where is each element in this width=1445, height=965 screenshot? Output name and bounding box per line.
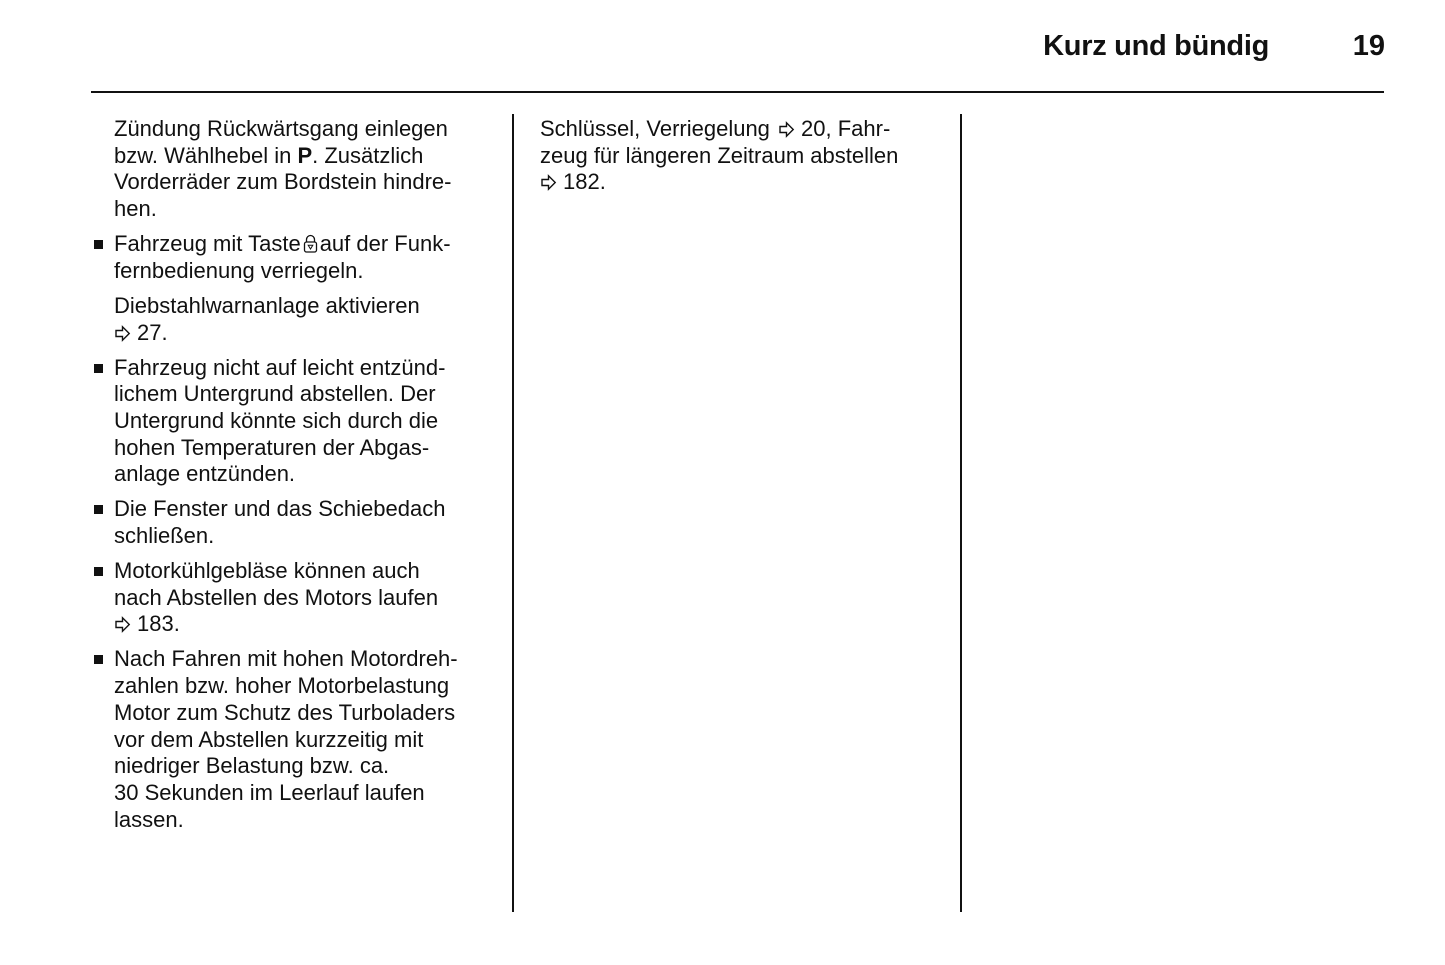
text-line: vor dem Abstellen kurzzeitig mit bbox=[114, 726, 424, 752]
text-line: hen. bbox=[114, 196, 157, 222]
page-number: 19 bbox=[1352, 30, 1385, 62]
text-fragment: auf der Funk- bbox=[319, 231, 451, 257]
list-item-windows bbox=[114, 496, 496, 549]
paragraph-key-locking bbox=[540, 116, 945, 196]
text-line bbox=[114, 231, 496, 258]
text-line: Motorkühlgebläse können auch bbox=[114, 558, 420, 584]
text-line bbox=[540, 169, 945, 196]
header-divider bbox=[91, 91, 1384, 93]
column-divider-1 bbox=[512, 114, 514, 912]
arrow-reference-icon bbox=[778, 121, 795, 138]
text-line: Untergrund könnte sich durch die bbox=[114, 407, 439, 433]
list-item-lock bbox=[114, 231, 496, 284]
text-line: zahlen bzw. hoher Motorbelastung bbox=[114, 673, 450, 699]
paragraph-ignition bbox=[114, 116, 496, 223]
text-line: Die Fenster und das Schiebedach bbox=[114, 496, 446, 522]
bullet-square bbox=[94, 364, 103, 373]
list-item-ground bbox=[114, 355, 496, 489]
text-line: hohen Temperaturen der Abgas- bbox=[114, 434, 430, 460]
arrow-reference-icon bbox=[114, 616, 131, 633]
text-line: Diebstahlwarnanlage aktivieren bbox=[114, 292, 420, 318]
text-line bbox=[540, 116, 945, 143]
text-fragment: . Zusätzlich bbox=[312, 142, 424, 168]
list-item-turbo bbox=[114, 646, 496, 833]
text-line: nach Abstellen des Motors laufen bbox=[114, 584, 439, 610]
bullet-square bbox=[94, 655, 103, 664]
text-line: niedriger Belastung bzw. ca. bbox=[114, 753, 390, 779]
text-line bbox=[114, 611, 496, 638]
text-fragment: Schlüssel, Verriegelung bbox=[540, 116, 770, 141]
paragraph-alarm bbox=[114, 293, 496, 346]
text-line: lassen. bbox=[114, 806, 184, 832]
page-reference[interactable]: 20, Fahr- bbox=[801, 116, 891, 141]
text-line: lichem Untergrund abstellen. Der bbox=[114, 381, 436, 407]
text-line: anlage entzünden. bbox=[114, 461, 296, 487]
gear-position-p: P bbox=[297, 142, 313, 168]
column-divider-2 bbox=[960, 114, 962, 912]
page-reference[interactable]: 27. bbox=[137, 319, 168, 345]
text-line: Nach Fahren mit hohen Motordreh- bbox=[114, 646, 458, 672]
bullet-square bbox=[94, 240, 103, 249]
text-line: zeug für längeren Zeitraum abstellen bbox=[540, 142, 899, 168]
bullet-square bbox=[94, 567, 103, 576]
text-line: Vorderräder zum Bordstein hindre- bbox=[114, 169, 452, 195]
page-reference[interactable]: 183. bbox=[137, 611, 180, 637]
text-line bbox=[114, 320, 496, 347]
arrow-reference-icon bbox=[540, 174, 557, 191]
text-fragment: Fahrzeug mit Taste bbox=[114, 231, 301, 257]
text-column-1 bbox=[91, 116, 496, 842]
list-item-cooling-fan bbox=[114, 558, 496, 638]
text-column-2 bbox=[540, 116, 945, 204]
text-line: Zündung Rückwärtsgang einlegen bbox=[114, 116, 448, 141]
text-line: Fahrzeug nicht auf leicht entzünd- bbox=[114, 354, 446, 380]
text-line: schließen. bbox=[114, 523, 215, 549]
page-reference[interactable]: 182. bbox=[563, 169, 606, 195]
arrow-reference-icon bbox=[114, 325, 131, 342]
text-fragment: bzw. Wählhebel in bbox=[114, 142, 298, 168]
bullet-square bbox=[94, 505, 103, 514]
text-line: Motor zum Schutz des Turboladers bbox=[114, 699, 456, 725]
text-line: fernbedienung verriegeln. bbox=[114, 257, 364, 283]
lock-button-icon bbox=[303, 234, 318, 253]
text-line bbox=[114, 143, 496, 170]
page-title: Kurz und bündig bbox=[1043, 30, 1269, 62]
text-line: 30 Sekunden im Leerlauf laufen bbox=[114, 779, 425, 805]
